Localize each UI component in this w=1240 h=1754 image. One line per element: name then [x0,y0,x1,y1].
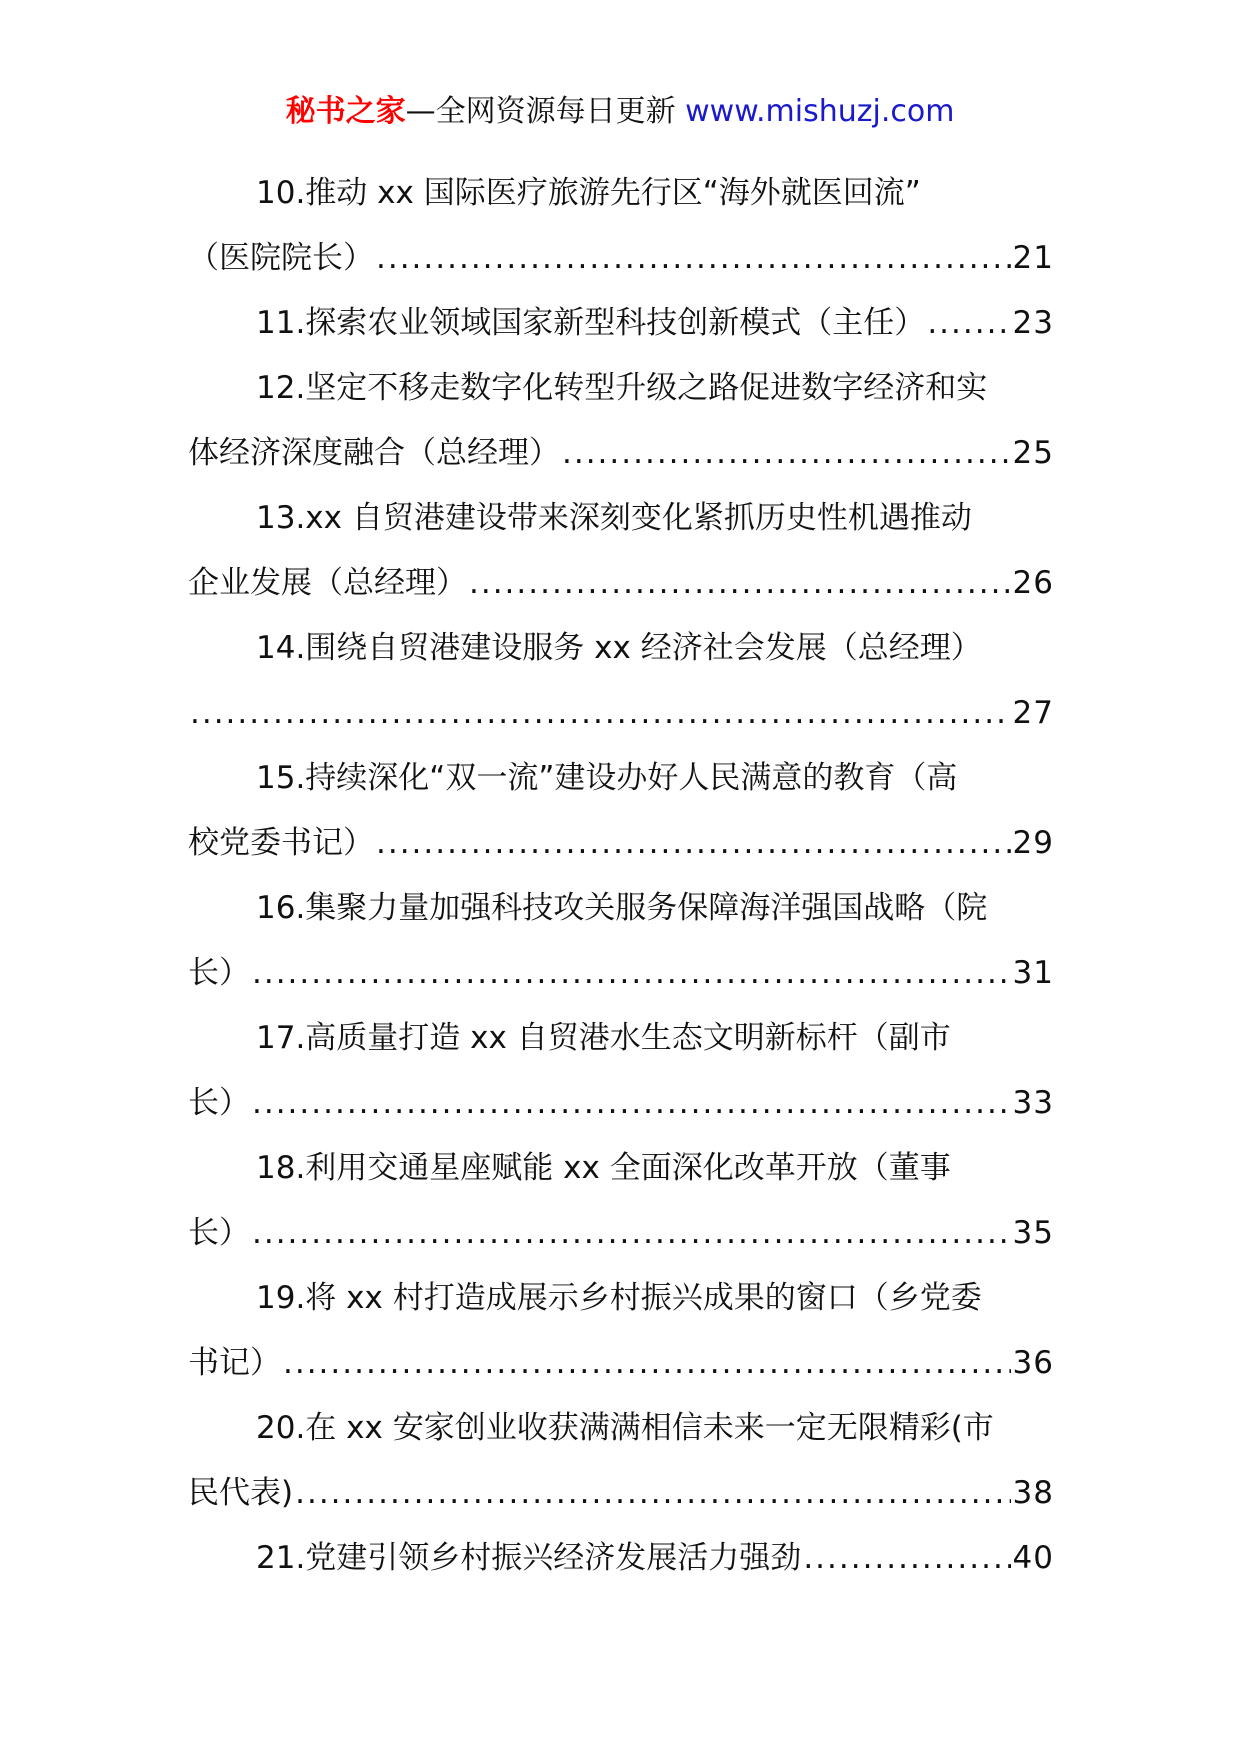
toc-entry-title: 13.xx 自贸港建设带来深刻变化紧抓历史性机遇推动 [256,500,972,536]
table-of-contents [188,161,1054,1591]
toc-page-number: 40 [1012,1540,1054,1576]
dot-leader [927,291,1010,356]
dot-leader [562,421,1011,486]
dot-leader [252,1071,1011,1136]
toc-page-number: 38 [1012,1475,1054,1511]
toc-entry-title-cont: 长） [188,955,250,991]
toc-entry-title-cont: 书记） [188,1345,281,1381]
toc-entry[interactable] [188,876,1054,1006]
toc-entry-title: 19.将 xx 村打造成展示乡村振兴成果的窗口（乡党委 [256,1280,982,1316]
dot-leader [283,1331,1011,1396]
toc-entry-title: 16.集聚力量加强科技攻关服务保障海洋强国战略（院 [256,890,988,926]
dot-leader [376,226,1011,291]
toc-entry-title: 14.围绕自贸港建设服务 xx 经济社会发展（总经理） [256,630,982,666]
toc-entry-title-cont: 校党委书记） [188,825,374,861]
toc-entry-title: 20.在 xx 安家创业收获满满相信未来一定无限精彩(市 [256,1410,994,1446]
toc-entry-title: 11.探索农业领域国家新型科技创新模式（主任） [256,305,926,341]
toc-page-number: 26 [1012,565,1054,601]
toc-entry-title-cont: 长） [188,1215,250,1251]
toc-entry-title: 10.推动 xx 国际医疗旅游先行区“海外就医回流” [256,175,921,211]
brand-name: 秘书之家 [285,94,406,129]
toc-entry[interactable] [188,1266,1054,1396]
toc-page-number: 27 [1012,695,1054,731]
header-url[interactable]: www.mishuzj.com [685,94,955,129]
dot-leader [803,1526,1010,1591]
dot-leader [376,811,1011,876]
toc-page-number: 29 [1012,825,1054,861]
toc-page-number: 23 [1012,305,1054,341]
dot-leader [295,1461,1010,1526]
header-tagline: —全网资源每日更新 [405,94,676,129]
toc-page-number: 25 [1012,435,1054,471]
toc-page-number: 21 [1012,240,1054,276]
dot-leader [190,681,1011,746]
toc-entry-title: 18.利用交通星座赋能 xx 全面深化改革开放（董事 [256,1150,951,1186]
toc-entry-title-cont: 民代表) [188,1475,294,1511]
dot-leader [469,551,1011,616]
toc-entry[interactable] [188,1526,1054,1591]
toc-entry[interactable] [188,746,1054,876]
dot-leader [252,1201,1011,1266]
toc-entry-title-cont: （医院院长） [188,240,374,276]
toc-page-number: 31 [1012,955,1054,991]
toc-entry-title: 17.高质量打造 xx 自贸港水生态文明新标杆（副市 [256,1020,951,1056]
toc-entry[interactable] [188,486,1054,616]
toc-entry[interactable] [188,356,1054,486]
toc-page-number: 35 [1012,1215,1054,1251]
toc-entry-title-cont: 长） [188,1085,250,1121]
toc-entry[interactable] [188,161,1054,291]
toc-entry[interactable] [188,1396,1054,1526]
toc-entry[interactable] [188,1006,1054,1136]
toc-entry-title-cont: 体经济深度融合（总经理） [188,435,560,471]
toc-page-number: 33 [1012,1085,1054,1121]
toc-entry[interactable] [188,291,1054,356]
dot-leader [252,941,1011,1006]
toc-page-number: 36 [1012,1345,1054,1381]
toc-entry[interactable] [188,1136,1054,1266]
toc-entry[interactable] [188,616,1054,746]
toc-entry-title: 12.坚定不移走数字化转型升级之路促进数字经济和实 [256,370,988,406]
page-header [0,92,1240,132]
toc-entry-title: 21.党建引领乡村振兴经济发展活力强劲 [256,1540,802,1576]
toc-entry-title-cont: 企业发展（总经理） [188,565,467,601]
toc-entry-title: 15.持续深化“双一流”建设办好人民满意的教育（高 [256,760,958,796]
